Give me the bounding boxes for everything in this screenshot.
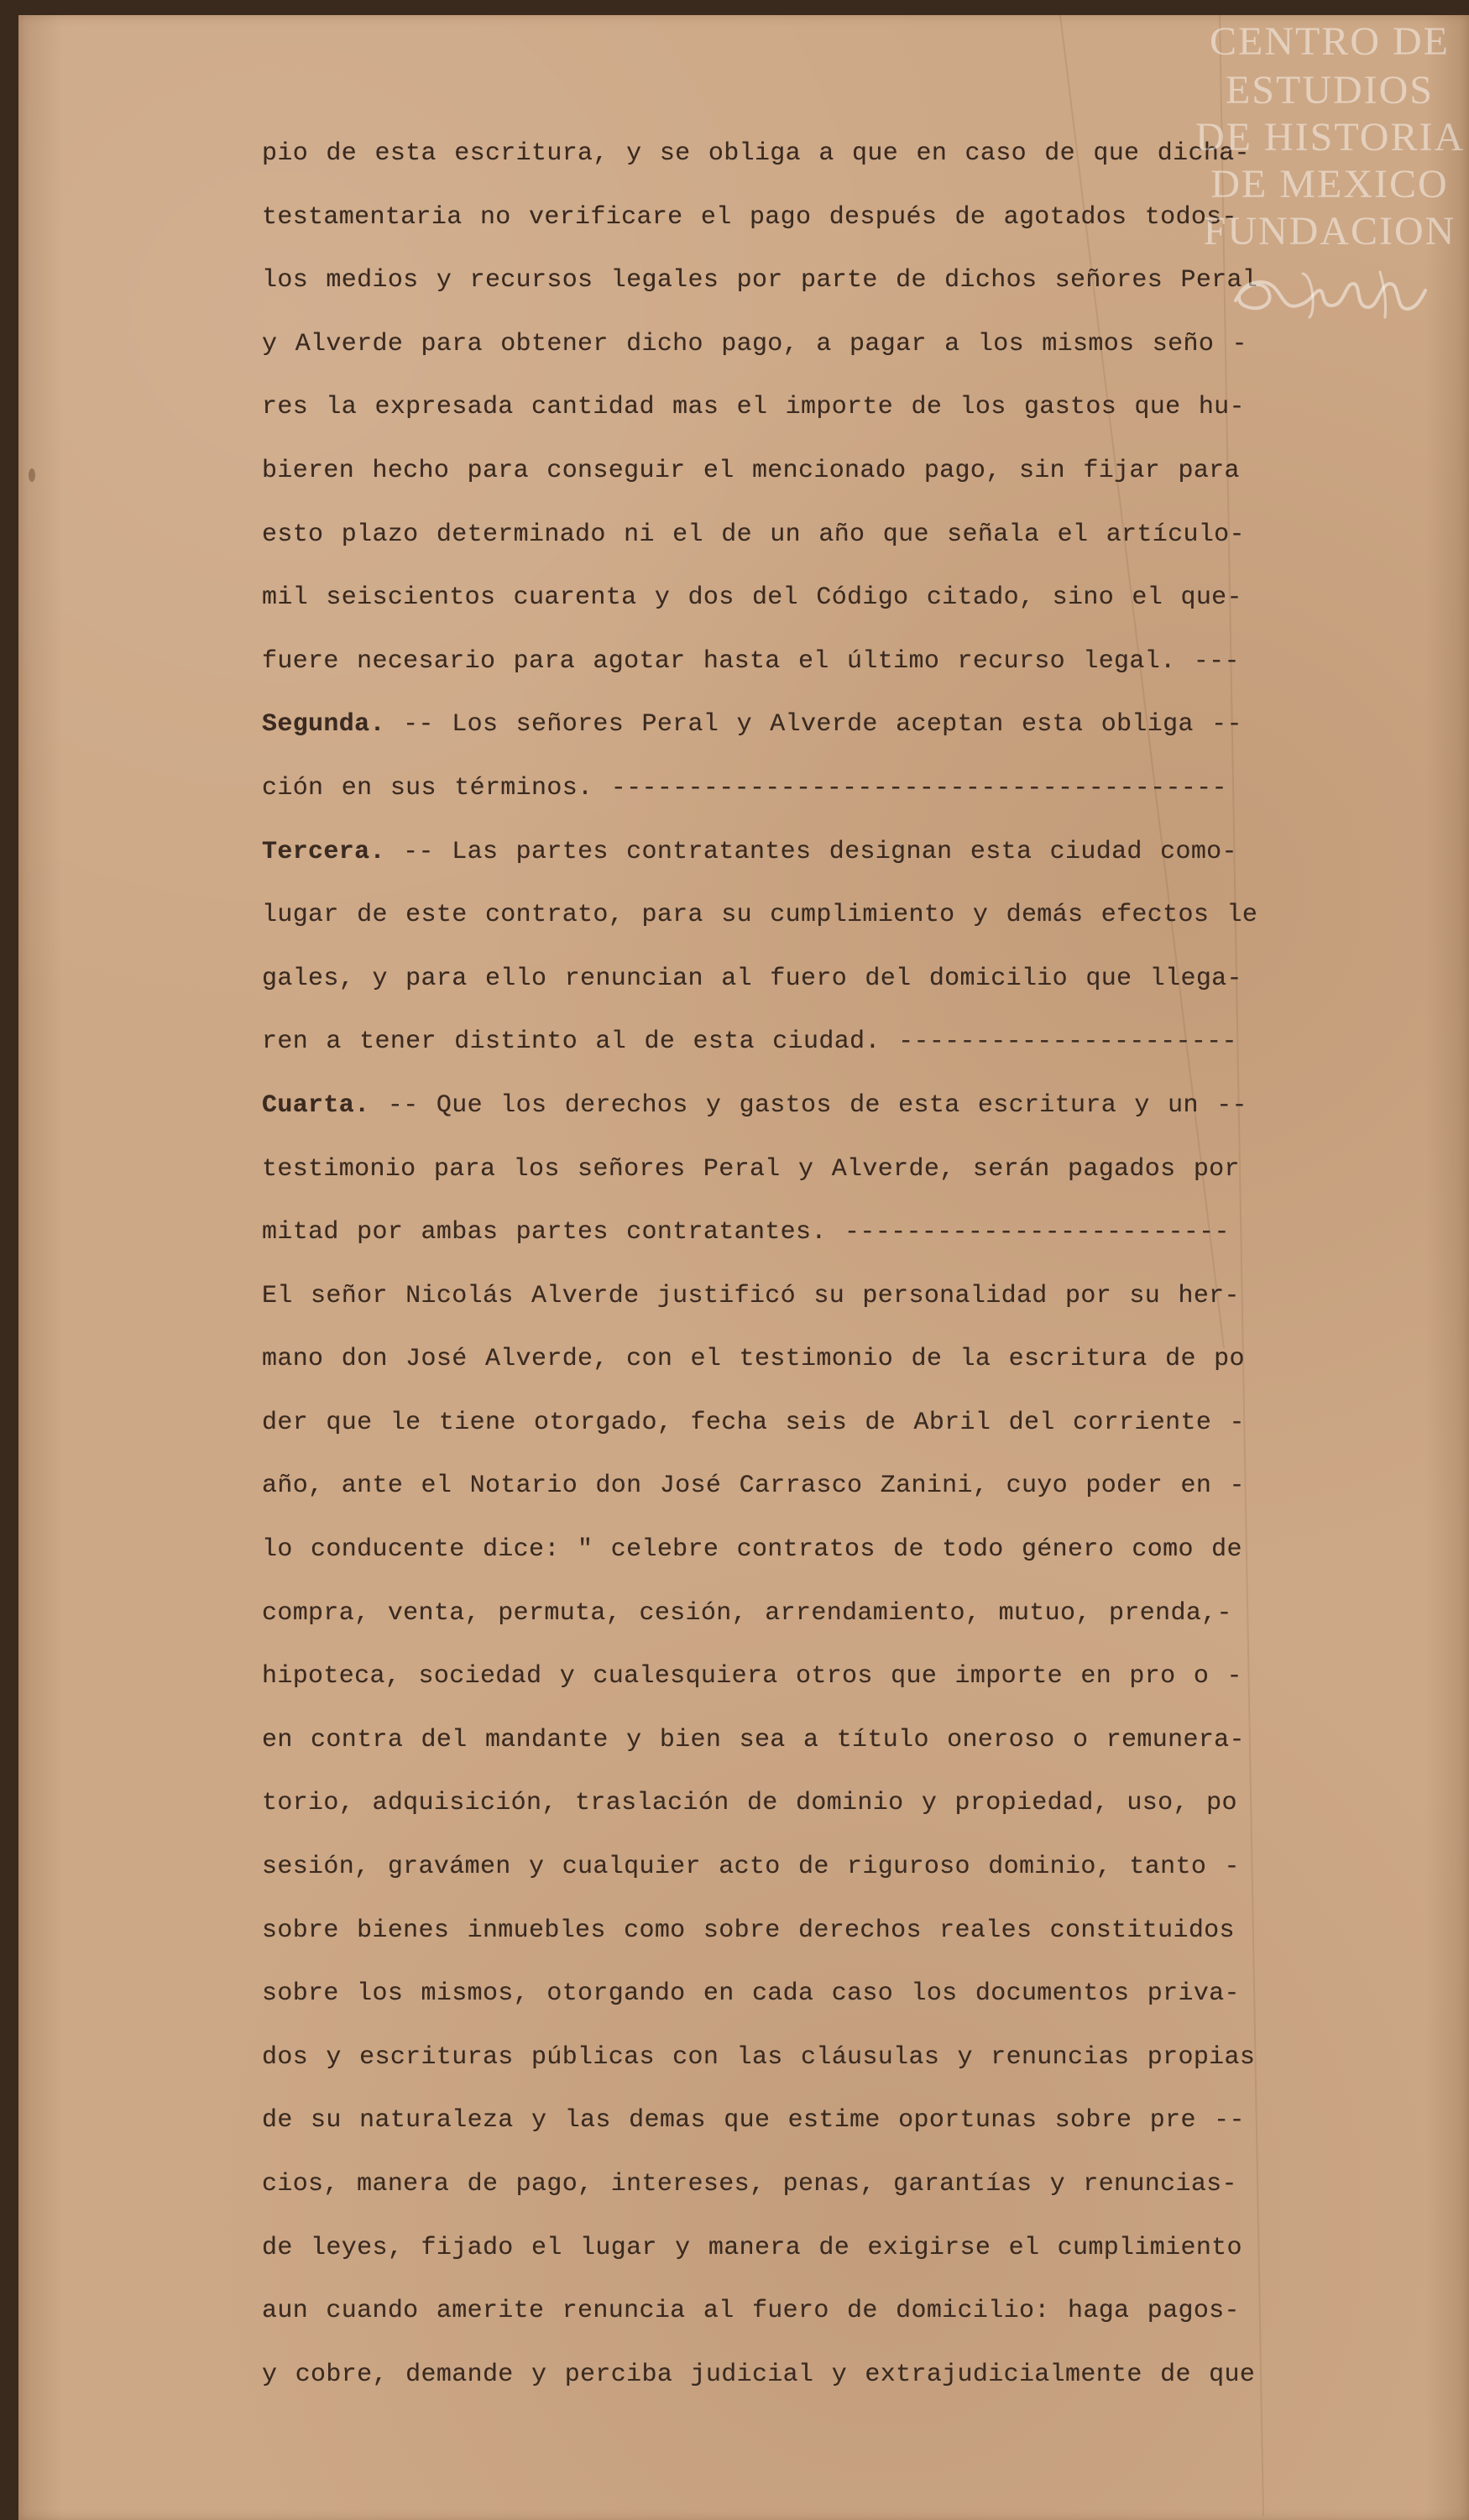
archive-watermark bbox=[1195, 18, 1464, 379]
document-line-35: aun cuando amerite renuncia al fuero de domicilio: haga pagos- bbox=[262, 2297, 1240, 2326]
document-line-11: ción en sus términos. ---------------------------------------- bbox=[262, 773, 1227, 803]
document-line-34: de leyes, fijado el lugar y manera de exigirse el cumplimiento bbox=[262, 2233, 1242, 2262]
document-line-27: torio, adquisición, traslación de dominio y propiedad, uso, po bbox=[262, 1789, 1237, 1818]
document-page bbox=[18, 15, 1469, 2520]
document-line-12 bbox=[262, 821, 1469, 885]
clause-text: -- Los señores Peral y Alverde aceptan esta obliga -- bbox=[384, 710, 1242, 740]
document-line-29: sobre bienes inmuebles como sobre derechos reales constituidos bbox=[262, 1916, 1235, 1945]
clause-text: -- Las partes contratantes designan esta ciudad como- bbox=[384, 837, 1237, 866]
document-line-20: mano don José Alverde, con el testimonio de la escritura de po bbox=[262, 1345, 1245, 1374]
document-line-19: El señor Nicolás Alverde justificó su personalidad por su her- bbox=[262, 1281, 1240, 1310]
signature-icon bbox=[1221, 265, 1439, 324]
document-line-8: mil seiscientos cuarenta y dos del Código citado, sino el que- bbox=[262, 583, 1242, 613]
document-line-26: en contra del mandante y bien sea a título oneroso o remunera- bbox=[262, 1725, 1245, 1754]
document-line-6: bieren hecho para conseguir el mencionado pago, sin fijar para bbox=[262, 456, 1240, 485]
watermark-line-1: CENTRO DE bbox=[1210, 19, 1450, 64]
clause-heading: Cuarta. bbox=[262, 1090, 370, 1120]
document-line-22: año, ante el Notario don José Carrasco Zanini, cuyo poder en - bbox=[262, 1472, 1245, 1501]
watermark-line-5: FUNDACION bbox=[1203, 209, 1456, 254]
clause-heading: Tercera. bbox=[262, 837, 385, 866]
document-line-7: esto plazo determinado ni el de un año que señala el artículo- bbox=[262, 520, 1245, 549]
document-line-13: lugar de este contrato, para su cumplimiento y demás efectos le bbox=[262, 901, 1258, 930]
document-line-2: testamentaria no verificare el pago después de agotados todos- bbox=[262, 202, 1237, 232]
document-line-30: sobre los mismos, otorgando en cada caso los documentos priva- bbox=[262, 1979, 1240, 2009]
document-line-23: lo conducente dice: " celebre contratos de todo género como de bbox=[262, 1535, 1242, 1565]
document-line-18: mitad por ambas partes contratantes. ------------------------- bbox=[262, 1218, 1230, 1247]
document-line-9: fuere necesario para agotar hasta el último recurso legal. --- bbox=[262, 646, 1240, 676]
clause-text: -- Que los derechos y gastos de esta escritura y un -- bbox=[369, 1090, 1247, 1120]
document-line-28: sesión, gravámen y cualquier acto de riguroso dominio, tanto - bbox=[262, 1853, 1240, 1882]
document-line-15: ren a tener distinto al de esta ciudad. ---------------------- bbox=[262, 1027, 1237, 1057]
document-line-25: hipoteca, sociedad y cualesquiera otros que importe en pro o - bbox=[262, 1662, 1242, 1691]
clause-heading: Segunda. bbox=[262, 710, 385, 740]
document-line-17: testimonio para los señores Peral y Alverde, serán pagados por bbox=[262, 1154, 1240, 1184]
watermark-line-2: ESTUDIOS bbox=[1225, 68, 1434, 112]
document-line-14: gales, y para ello renuncian al fuero del domicilio que llega- bbox=[262, 964, 1242, 993]
document-line-1: pio de esta escritura, y se obliga a que en caso de que dicha- bbox=[262, 139, 1250, 168]
document-line-16 bbox=[262, 1074, 1469, 1138]
document-line-21: der que le tiene otorgado, fecha seis de Abril del corriente - bbox=[262, 1408, 1245, 1437]
document-line-3: los medios y recursos legales por parte de dichos señores Peral bbox=[262, 266, 1258, 295]
document-line-33: cios, manera de pago, intereses, penas, garantías y renuncias- bbox=[262, 2170, 1237, 2198]
watermark-line-4: DE MEXICO bbox=[1210, 162, 1449, 207]
watermark-line-3: DE HISTORIA bbox=[1195, 115, 1466, 159]
document-line-31: dos y escrituras públicas con las cláusulas y renuncias propias bbox=[262, 2042, 1256, 2072]
document-line-10 bbox=[262, 693, 1469, 757]
paper-stain-mark bbox=[29, 468, 35, 482]
document-line-32: de su naturaleza y las demas que estime oportunas sobre pre -- bbox=[262, 2106, 1245, 2136]
document-line-24: compra, venta, permuta, cesión, arrendamiento, mutuo, prenda,- bbox=[262, 1598, 1232, 1628]
document-text bbox=[262, 123, 1469, 2407]
document-line-4: y Alverde para obtener dicho pago, a pagar a los mismos seño - bbox=[262, 329, 1247, 358]
document-line-5: res la expresada cantidad mas el importe de los gastos que hu- bbox=[262, 393, 1245, 422]
document-line-36: y cobre, demande y perciba judicial y extrajudicialmente de que bbox=[262, 2360, 1256, 2389]
